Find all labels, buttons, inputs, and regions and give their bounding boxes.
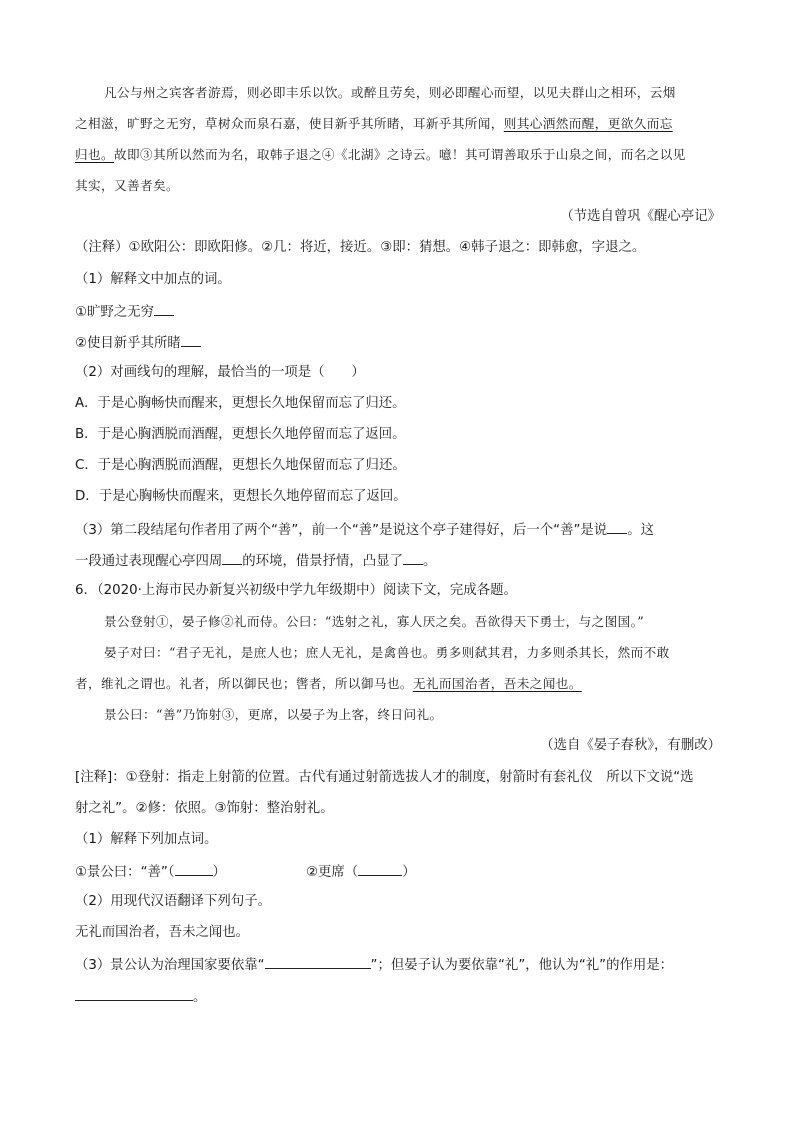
question-6-2-title: （2）用现代汉语翻译下列句子。 [75, 894, 271, 909]
passage2-line-1: 景公登射①，晏子修②礼而侍。公曰：“选射之礼，寡人厌之矣。吾欲得天下勇士，与之图国。” [104, 614, 645, 629]
answer-blank[interactable] [403, 550, 423, 565]
answer-blank[interactable] [222, 550, 242, 565]
answer-blank[interactable] [181, 332, 201, 347]
passage1-line-3: 归也。故即③其所以然而为名，取韩子退之④《北湖》之诗云。噫！其可谓善取乐于山泉之间，而名之以见 [75, 147, 686, 162]
passage1-line-4: 其实，又善者矣。 [75, 178, 179, 193]
underlined-sentence-end: 归也。 [75, 147, 114, 162]
passage1-line-2: 之相滋，旷野之无穷，草树众而泉石嘉，使目新乎其所睹，耳新乎其所闻，则其心洒然而醒，更欲久而忘 [75, 116, 673, 131]
question-3-line-1: （3）第二段结尾句作者用了两个“善”，前一个“善”是说这个亭子建得好，后一个“善”是说 。这 [75, 519, 654, 541]
passage2-line-4: 景公曰：“善”乃饰射③，更席，以晏子为上客，终日问礼。 [104, 707, 443, 722]
answer-blank[interactable] [265, 954, 371, 969]
option-c: C．于是心胸洒脱而酒醒，更想长久地保留而忘了归还。 [75, 458, 406, 473]
notes-2-line-2: 射之礼”。②修：依照。③饰射：整治射礼。 [75, 801, 334, 816]
question-6-1-title: （1）解释下列加点词。 [75, 832, 218, 847]
answer-blank[interactable] [75, 986, 193, 1001]
passage1-source: （节选自曾巩《醒心亭记》 [560, 209, 721, 224]
passage2-source: （选自《晏子春秋》，有删改） [540, 738, 721, 753]
question-1-item-1: ①旷野之无穷 [75, 301, 174, 323]
question-6-header: 6．（2020·上海市民办新复兴初级中学九年级期中）阅读下文，完成各题。 [75, 583, 517, 598]
passage2-line-3: 者，维礼之谓也。礼者，所以御民也；辔者，所以御马也。无礼而国治者，吾未之闻也。 [75, 676, 582, 691]
question-1-item-2: ②使目新乎其所睹 [75, 332, 201, 354]
answer-blank[interactable] [607, 519, 627, 534]
passage2-line-2: 晏子对曰：“君子无礼，是庶人也；庶人无礼，是禽兽也。勇多则弑其君，力多则杀其长，然而不敢 [104, 645, 670, 660]
question-6-1-item-1: ①景公曰：“善”（ ） [75, 861, 226, 883]
question-1-title: （1）解释文中加点的词。 [75, 272, 231, 287]
answer-blank[interactable] [175, 861, 213, 876]
question-6-1-item-2: ②更席（ ） [306, 861, 416, 883]
notes-1: （注释）①欧阳公：即欧阳修。②几：将近，接近。③即：猜想。④韩子退之：即韩愈，字退之。 [75, 240, 646, 255]
option-a: A．于是心胸畅快而醒来，更想长久地保留而忘了归还。 [75, 396, 406, 411]
question-2-title: （2）对画线句的理解，最恰当的一项是（ ） [75, 365, 365, 380]
option-b: B．于是心胸洒脱而酒醒，更想长久地停留而忘了返回。 [75, 427, 406, 442]
question-6-3-line-1: （3）景公认为治理国家要依靠“ ”；但晏子认为要依靠“礼”，他认为“礼”的作用是： [75, 954, 673, 976]
notes-2-line-1: [注释]：①登射：指走上射箭的位置。古代有通过射箭选拔人才的制度，射箭时有套礼仪 所以下文说“选 [75, 770, 694, 785]
question-6-3-line-2: 。 [75, 986, 206, 1008]
answer-blank[interactable] [154, 301, 174, 316]
underlined-sentence: 则其心洒然而醒，更欲久而忘 [503, 116, 673, 131]
question-3-line-2: 一段通过表现醒心亭四周 的环境，借景抒情，凸显了 。 [75, 550, 436, 572]
question-6-2-sentence: 无礼而国治者，吾未之闻也。 [75, 925, 250, 940]
underlined-sentence: 无礼而国治者，吾未之闻也。 [412, 676, 582, 691]
passage1-line-1: 凡公与州之宾客者游焉，则必即丰乐以饮。或醉且劳矣，则必即醒心而望，以见夫群山之相环，云烟 [104, 85, 676, 100]
option-d: D．于是心胸畅快而醒来，更想长久地停留而忘了返回。 [75, 489, 407, 504]
answer-blank[interactable] [358, 861, 402, 876]
